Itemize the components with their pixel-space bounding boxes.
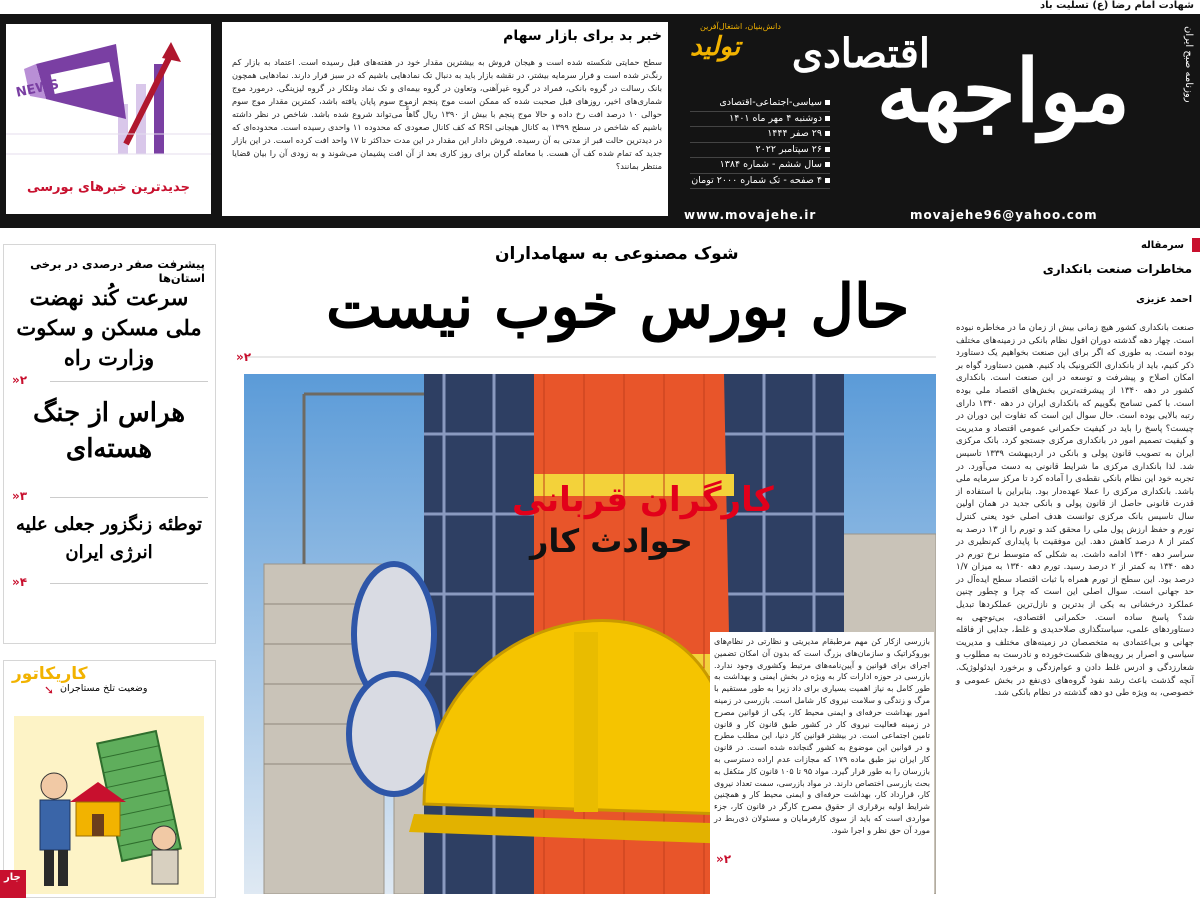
- cartoon-image: [14, 716, 204, 894]
- cartoon-logo: کاریکاتور: [12, 664, 88, 684]
- left-headline-page[interactable]: ۲«: [12, 373, 28, 387]
- tolid-subtitle: دانش‌بنیان، اشتغال‌آفرین: [700, 22, 781, 31]
- article-body: بازرسی ازکار کن مهم مرطبقام مدیریتی و نظارتی در نظام‌های بوروکراتیک و سازمان‌های بزرگ است که بدون آن امکان تضمین اجرای برای قوانین و آیین‌نامه‌های مرتبط وکشوری وجود ندارد. بازرسی در حوزه ادارات کار به ویژه در بخش ایمنی و بهداشت به طور کامل به نیاز اهمیت بسیاری برای داد زیرا به طور مستقیم با مرگ و زندگی و سلامت نیروی کار شامل است. بازرسی در زمینه امور بهداشت حرفه‌ای و ایمنی محیط کار، یکی از قوانین مصرح در زمینه فعالیت نیروی کار در کشور طبق قانون کار و قانون تامین اجتماعی است. در بیشتر قوانین کار دنیا، این مطلب مطرح و در قوانین این موضوع به کشور گنجانده شده است. در قانون کار ایران نیز طبق ماده ۱۷۹ که مجازات عدم اراده دسترسی به بازرسان را به طور قرار گیرد. مواد ۹۵ تا ۱۰۵ قانون کار متکفل به بحث بازرسی اختصاص دارند. در مواد بازرسی، سمت تعداد نیروی کار، قرارداد کار، بهداشت حرفه‌ای و ایمنی محیط کار و همچنین شرایط اولیه برقراری از حقوق مصرح کارگر در قانون کار، جزء مواردی است که باید از سوی کارفرمایان و مسئولان ذی‌ربط در مورد آن حق نظر و اجرا شود.: [714, 637, 930, 835]
- divider: [50, 583, 208, 584]
- tenant-cartoon-icon: [14, 716, 204, 894]
- editorial-body: صنعت بانکداری کشور هیچ زمانی بیش از زمان ما در مخاطره نبوده است. چهار دهه گذشته دوران افول نظام بانکی در زمینه‌های مختلف بوده است. به طوری که اگر برای این صنعت بخواهیم یک دستاورد ذکر کنیم، باید از بانکداری الکترونیک یاد کنیم. همین دستاورد گواه بر امکان اصلاح و پیشرفت و توسعه در این صنعت است. بانکداری کشور در دهه ۱۳۴۰ از پیشرفته‌ترین بخش‌های اقتصاد ملی بوده است. با کمی تسامح بگوییم که بانکداری ایران در دهه ۱۳۴۰ دارای رتبه بالایی بوده است. حال سوال این است که تفاوت این دوران در چیست؟ پاسخ را باید در کیفیت حکمرانی عمومی اقتصاد و مدیریت و کیفیت تصمیم امور در بانکداری مرکزی جستجو کرد. بانک مرکزی ایران به تصویب قانون پولی و بانکی در اردیبهشت ۱۳۳۹ تاسیس شد. لذا بانکداری مرکزی ما شرایط قانونی به دست می‌آورد. در تجربه خود این نظام بانکی نقطه‌ی را آماده کرد تا مرکز سرمایه ملی باشد. بانکداری مرکزی را عملا عهده‌دار بود. بنابراین با استفاده از قدرت قانونی حاصل از قانون پولی و بانکی جدید در همان اولین سال تاسیس بانک مرکزی توانست هدف اصلی خود یعنی کنترل تورم و حفظ ارزش پول ملی را محقق کند و تورم را از ۱۳ درصد به کمتر از ۸ درصد کاهش دهد. این موفقیت با پایداری کم‌نظیری در سراسر دهه ۱۳۴۰ ادامه داشت. به شکلی که متوسط نرخ تورم در دهه ۱۳۴۰ به کمتر از ۲ درصد رسید. تورم دهه ۱۳۴۰ به میزان ۱/۷ درصد بود. این سطح از تورم همراه با ثبات اقتصاد سطح ایده‌آل در حد جهانی است. سوال اصلی این است که چرا و چطور چنین عملکرد درخشانی به یکی از بدترین و نازل‌ترین عملکردها تبدیل شد؟ پاسخ ساده است. حکمرانی اقتصادی، بی‌توجهی به دستاوردهای علمی، سیاستگذاری صلاحدیدی و غلط، جدایی از فاقله جهانی و بی‌اعتمادی به متخصصان در زمینه‌های مختلف و مدیریت سیاسی و اصرار بر رویه‌های شکست‌خورده و نادرست به مطلوب و شعارزدگی و ادرس غلط دادن و عوام‌زدگی و برخورد ایدئولوژیک. آنچه گذشت باعث رشد نفوذ گروه‌های ذی‌نفع در بخش عمومی و خصوصی، به ویژه طی دو دهه گذشته در نظام بانکی شد.: [956, 323, 1195, 699]
- top-strip: [0, 0, 1200, 14]
- cartoon-caption[interactable]: وضعیت تلخ مستاجران: [60, 683, 148, 694]
- editorial-column: [952, 236, 1200, 898]
- issue-info: [690, 96, 830, 189]
- teaser-title: خبر بد برای بازار سهام: [503, 28, 662, 44]
- divider: [50, 381, 208, 382]
- left-headline-page[interactable]: ۴«: [12, 575, 28, 589]
- photo-headline-red[interactable]: کارگران قربانی: [512, 480, 774, 520]
- issue-info-row: سال ششم - شماره ۱۳۸۴: [690, 158, 830, 174]
- news-label: NEWS: [14, 77, 61, 101]
- news-megaphone-icon: [6, 24, 211, 174]
- left-box-title[interactable]: پیشرفت صفر درصدی در برخی استان‌ها: [30, 257, 205, 285]
- main-headline[interactable]: حال بورس خوب نیست: [326, 272, 910, 342]
- corner-tab-label: جار: [4, 872, 21, 883]
- issue-info-row: ۴ صفحه - تک شماره ۲۰۰۰ تومان: [690, 174, 830, 190]
- main-page-ref[interactable]: ۲«: [236, 350, 252, 364]
- teaser-body: سطح حمایتی شکسته شده است و هیجان فروش به بیشترین مقدار خود در هفته‌های قبل رسیده است. اعتماد به بازار کم رنگ‌تر شده است و فرار سرمایه بیشتر، در نقشه بازار باید به دنبال تک نمادهایی باشیم که در سبز قرار دارند. نمادهایی همچون بانک رسالت در گروه بانکی، فمراد در گروه غیرآهنی، وتعاون در گروه بیمه‌ای و تک نماد وتلکار در گروه لیزینگی. درمورد موج شماری‌های اخیر، روزهای قبل صحبت شده که ممکن است موج پنجم ازموج سوم پایان یافته باشد، کمترین مقدار موج سوم حوالی ۱۰ درصد افت رخ داده و حالا موج پنجم با بیش از ۱۳۹۰ ریال گاهاًّ می‌تواند شروع شده باشد. شاخص در نظر داشته باشیم که شاخص در سطح ۱۳۹۹ به کانال هیجانی ‎RSI‏ که کف کانال صعودی که محدوده ۱۱ واحدی رسیده است. محدوده‌ای که در دیدترین حالت قبر از مدتی به آن رسیده. فروش دادار این مقدار در این مدت حداکثر تا ۱۷ واحد افت کرده است. در این بازار جدید که تمام شده کف آن هست. با معامله گران برای روز کاری بعد از آن افت پشیمان می‌شوند و به زودی آن را بیان قضایا منتظر بمانند؟: [232, 57, 662, 171]
- main-kicker: شوک مصنوعی به سهامداران: [495, 244, 739, 264]
- issue-info-row: ۲۶ سپتامبر ۲۰۲۲: [690, 143, 830, 159]
- email-link[interactable]: movajehe96@yahoo.com: [910, 208, 1098, 222]
- masthead-daily-label: روزنامه صبح ایران: [1183, 26, 1194, 103]
- article-page-ref[interactable]: ۲«: [716, 852, 732, 866]
- left-headline-page[interactable]: ۳«: [12, 489, 28, 503]
- tolid-slogan: تولید: [690, 32, 741, 62]
- condolence-note: شهادت امام رضا (ع) تسلیت باد: [1040, 0, 1194, 11]
- teaser-box[interactable]: [222, 22, 668, 216]
- issue-info-row: سیاسی-اجتماعی-اقتصادی: [690, 96, 830, 112]
- divider: [50, 497, 208, 498]
- left-headline-zangezur[interactable]: توطئه زنگزور جعلی علیه انرژی ایران: [15, 514, 203, 563]
- masthead-logo: مواجهه: [876, 41, 1130, 142]
- issue-info-row: دوشنبه ۴ مهر ماه ۱۴۰۱: [690, 112, 830, 128]
- issue-info-row: ۲۹ صفر ۱۴۴۴: [690, 127, 830, 143]
- divider: [244, 356, 936, 358]
- editorial-title[interactable]: مخاطرات صنعت بانکداری: [1042, 262, 1192, 276]
- photo-headline-sub[interactable]: حوادث کار: [530, 522, 693, 560]
- editorial-tag: سرمقاله: [1140, 240, 1184, 251]
- left-headlines-box: [3, 244, 216, 644]
- left-headline-housing[interactable]: سرعت کُند نهضت ملی مسکن و سکوت وزارت راه: [16, 285, 202, 370]
- left-headline-nuclear[interactable]: هراس از جنگ هسته‌ای: [32, 398, 186, 464]
- news-promo-title: جدیدترین خبرهای بورسی: [27, 180, 190, 195]
- website-link[interactable]: www.movajehe.ir: [684, 208, 817, 222]
- article-box: [710, 632, 934, 894]
- editorial-author: احمد عزیزی: [1136, 294, 1192, 305]
- arrow-icon: ➘: [44, 683, 55, 697]
- masthead-subtitle: اقتصادی: [791, 30, 930, 77]
